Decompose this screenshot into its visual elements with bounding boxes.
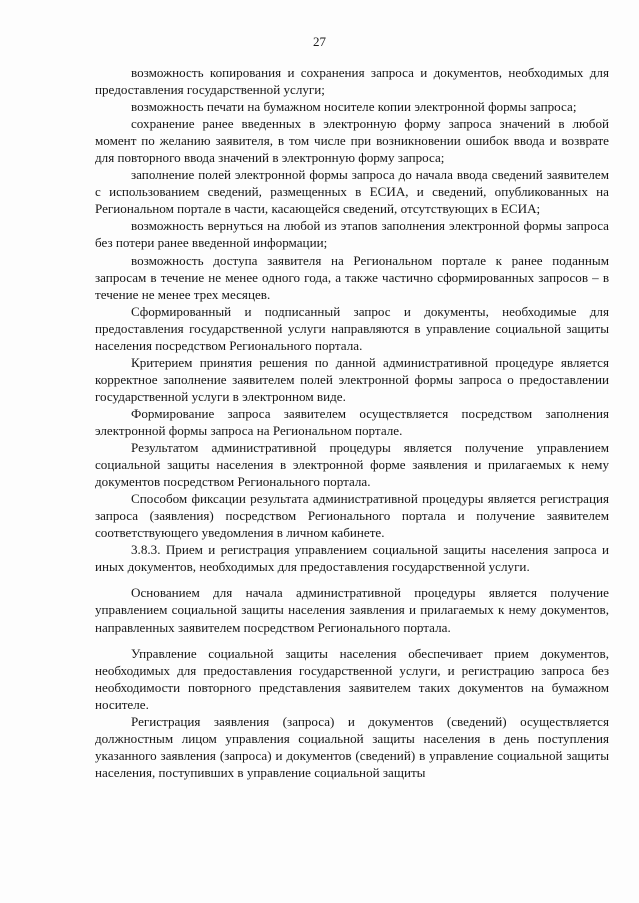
paragraph: Регистрация заявления (запроса) и документов (сведений) осуществляется должностным лицом управления социальной защиты населения в день поступления указанного заявления (запроса) и документов (сведений) в управление социальной защиты населения, поступивших в управление социальной защиты [95,713,609,780]
paragraph: Сформированный и подписанный запрос и документы, необходимые для предоставления государственной услуги направляются в управление социальной защиты населения посредством Регионального портала. [95,303,609,353]
paragraph: Способом фиксации результата административной процедуры является регистрация запроса (заявления) посредством Регионального портала и получение заявителем соответствующего уведомления в личном кабинете. [95,491,609,541]
document-body [95,64,609,781]
page-number: 27 [313,34,326,49]
paragraph: возможность печати на бумажном носителе копии электронной формы запроса; [131,99,577,115]
paragraph: Управление социальной защиты населения обеспечивает прием документов, необходимых для предоставления государственной услуги, и регистрацию запроса без необходимости повторного представления заявителем таких документов на бумажном носителе. [95,645,609,712]
paragraph: Формирование запроса заявителем осуществляется посредством заполнения электронной формы запроса на Региональном портале. [95,405,609,438]
paragraph: Результатом административной процедуры является получение управлением социальной защиты населения в электронной форме заявления и прилагаемых к нему документов посредством Регионального портала. [95,440,609,490]
paragraph: Основанием для начала административной процедуры является получение управлением социальной защиты населения заявления и прилагаемых к нему документов, направленных заявителем посредством Регионального портала. [95,585,609,635]
paragraph: Критерием принятия решения по данной административной процедуре является корректное заполнение заявителем полей электронной формы запроса о предоставлении государственной услуги в электронном виде. [95,354,609,404]
paragraph: возможность копирования и сохранения запроса и документов, необходимых для предоставления государственной услуги; [95,65,609,98]
section-heading: 3.8.3. Прием и регистрация управлением социальной защиты населения запроса и иных документов, необходимых для предоставления государственной услуги. [95,542,609,575]
paragraph: возможность доступа заявителя на Региональном портале к ранее поданным запросам в течение не менее одного года, а также частично сформированных запросов – в течение не менее трех месяцев. [95,252,609,302]
paragraph: сохранение ранее введенных в электронную форму запроса значений в любой момент по желанию заявителя, в том числе при возникновении ошибок ввода и возврате для повторного ввода значений в электронную форму запроса; [95,116,609,166]
paragraph: заполнение полей электронной формы запроса до начала ввода сведений заявителем с использованием сведений, размещенных в ЕСИА, и сведений, опубликованных на Региональном портале в части, касающейся сведений, отсутствующих в ЕСИА; [95,167,609,217]
paragraph: возможность вернуться на любой из этапов заполнения электронной формы запроса без потери ранее введенной информации; [95,218,609,251]
